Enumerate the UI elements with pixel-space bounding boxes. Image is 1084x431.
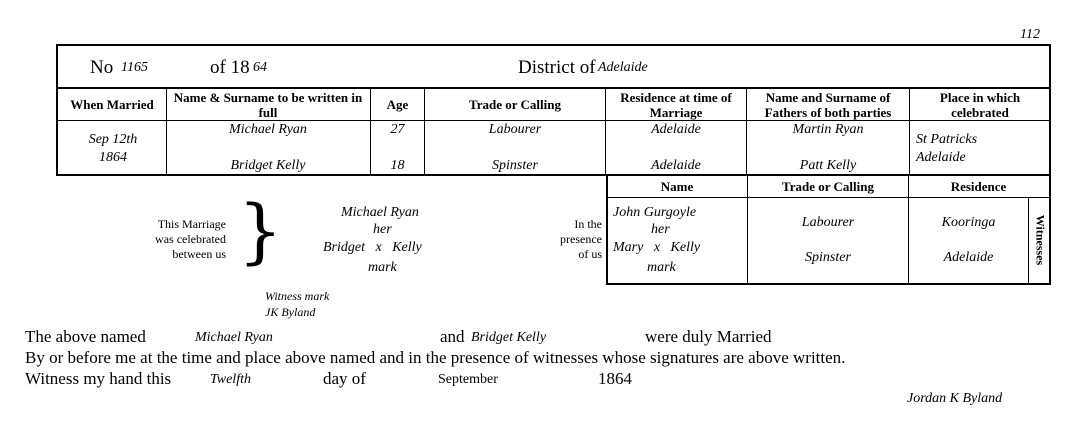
celebrated-label: This Marriage was celebrated between us: [155, 217, 226, 261]
divider: [607, 197, 1050, 198]
col-residence: Residence at time of Marriage: [620, 90, 732, 120]
celebrated-groom: Michael Ryan: [341, 205, 419, 220]
no-value: 1165: [121, 60, 148, 75]
witness-col-trade: Trade or Calling: [782, 179, 874, 194]
district-value: Adelaide: [598, 60, 648, 75]
witness-2-residence: Adelaide: [943, 250, 994, 265]
when-married-value: Sep 12th 1864: [88, 132, 138, 165]
witnesses-vertical-label: Witnesses: [1033, 214, 1048, 266]
col-place: Place in which celebrated: [939, 90, 1021, 120]
bride-name: Bridget Kelly: [230, 158, 306, 173]
statement-p1-label: The above named: [25, 327, 146, 346]
witness-signature-2: Mary x Kelly: [613, 240, 701, 255]
divider: [166, 88, 167, 174]
registrar-signature: Jordan K Byland: [907, 391, 1003, 406]
col-trade: Trade or Calling: [469, 97, 561, 112]
statement-day: Twelfth: [210, 372, 251, 387]
statement-groom: Michael Ryan: [195, 330, 273, 345]
col-when-married: When Married: [70, 97, 154, 112]
presence-label: In the presence of us: [560, 217, 602, 261]
divider: [909, 88, 910, 174]
witness-mark-line2: JK Byland: [265, 305, 316, 319]
col-fathers: Name and Surname of Fathers of both parties: [764, 90, 892, 120]
witness-1-trade: Labourer: [801, 215, 855, 230]
col-name: Name & Surname to be written in full: [173, 90, 363, 120]
groom-name: Michael Ryan: [229, 122, 307, 137]
witness-1-residence: Kooringa: [941, 215, 996, 230]
statement-and: and: [440, 327, 465, 346]
statement-dayof: day of: [323, 369, 366, 388]
witness-col-name: Name: [660, 179, 694, 194]
col-age: Age: [386, 97, 409, 112]
groom-father: Martin Ryan: [792, 122, 864, 137]
statement-p3-label: Witness my hand this: [25, 369, 172, 388]
divider: [57, 120, 1050, 121]
statement-year: 1864: [598, 369, 632, 388]
divider: [1028, 197, 1029, 284]
witness-mark-line1: Witness mark: [265, 289, 330, 303]
bride-residence: Adelaide: [651, 158, 701, 173]
celebrated-bride: Bridget x Kelly: [323, 240, 422, 255]
witness-col-residence: Residence: [950, 179, 1007, 194]
witness-2-trade: Spinster: [805, 250, 851, 265]
page-number: 112: [1020, 27, 1040, 42]
groom-residence: Adelaide: [651, 122, 701, 137]
groom-age: 27: [390, 122, 405, 137]
statement-month: September: [438, 372, 498, 387]
divider: [57, 87, 1050, 89]
year-value: 64: [253, 60, 267, 75]
brace-icon: }: [238, 190, 283, 272]
groom-trade: Labourer: [488, 122, 542, 137]
witness-signature-mark: mark: [647, 260, 676, 275]
bride-trade: Spinster: [492, 158, 538, 173]
statement-p2: By or before me at the time and place above named and in the presence of witnesses whose signatures are above written.: [25, 348, 846, 367]
no-label: No: [90, 57, 114, 78]
celebrated-her: her: [373, 222, 392, 237]
statement-p1-end: were duly Married: [645, 327, 772, 346]
witness-signature-1: John Gurgoyle: [613, 205, 697, 220]
witness-signature-her: her: [651, 222, 670, 237]
celebrated-mark: mark: [368, 260, 397, 275]
bride-father: Patt Kelly: [799, 158, 857, 173]
of-year-label: of 18: [210, 57, 250, 78]
statement-bride: Bridget Kelly: [471, 330, 547, 345]
place-value: St Patricks Adelaide: [916, 132, 978, 165]
district-label: District of: [518, 57, 596, 78]
bride-age: 18: [390, 158, 405, 173]
